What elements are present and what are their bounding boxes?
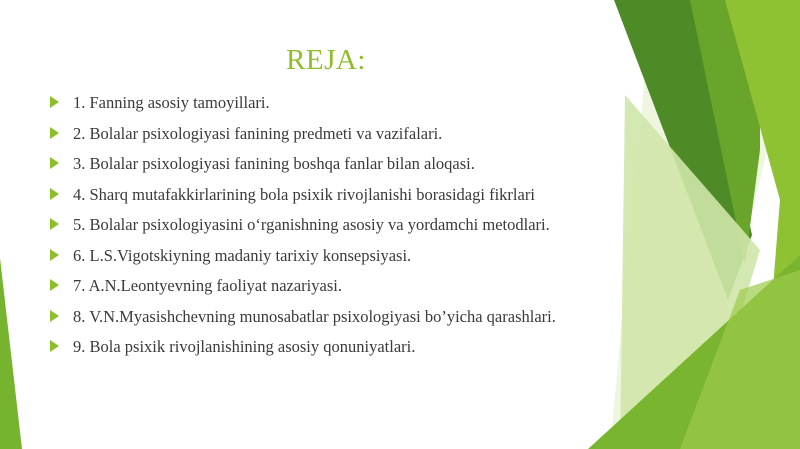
list-item-text: 2. Bolalar psixologiyasi fanining predmeti va vazifalari. xyxy=(73,123,443,143)
slide-title: REJA: xyxy=(286,44,366,76)
list-item xyxy=(50,119,556,150)
list-item-text: 5. Bolalar psixologiyasini o‘rganishning asosiy va yordamchi metodlari. xyxy=(73,215,550,235)
list-item-text: 1. Fanning asosiy tamoyillari. xyxy=(73,93,270,113)
bullet-arrow-icon xyxy=(50,188,59,200)
left-green-sliver xyxy=(0,258,22,449)
bullet-arrow-icon xyxy=(50,96,59,108)
list-item xyxy=(50,241,556,272)
list-item xyxy=(50,88,556,119)
list-item-text: 7. A.N.Leontyevning faoliyat nazariyasi. xyxy=(73,276,342,296)
bullet-arrow-icon xyxy=(50,218,59,230)
bullet-arrow-icon xyxy=(50,249,59,261)
bullet-arrow-icon xyxy=(50,279,59,291)
list-item xyxy=(50,302,556,333)
bullet-arrow-icon xyxy=(50,157,59,169)
bullet-arrow-icon xyxy=(50,310,59,322)
list-item xyxy=(50,271,556,302)
list-item-text: 6. L.S.Vigotskiyning madaniy tarixiy konsepsiyasi. xyxy=(73,245,412,265)
list-item xyxy=(50,149,556,180)
agenda-list xyxy=(50,88,556,363)
list-item-text: 3. Bolalar psixologiyasi fanining boshqa fanlar bilan aloqasi. xyxy=(73,154,475,174)
list-item xyxy=(50,332,556,363)
list-item-text: 4. Sharq mutafakkirlarining bola psixik rivojlanishi borasidagi fikrlari xyxy=(73,184,535,204)
list-item xyxy=(50,210,556,241)
list-item-text: 8. V.N.Myasishchevning munosabatlar psixologiyasi bo’yicha qarashlari. xyxy=(73,306,556,326)
bullet-arrow-icon xyxy=(50,127,59,139)
list-item xyxy=(50,180,556,211)
list-item-text: 9. Bola psixik rivojlanishining asosiy qonuniyatlari. xyxy=(73,337,416,357)
bullet-arrow-icon xyxy=(50,340,59,352)
